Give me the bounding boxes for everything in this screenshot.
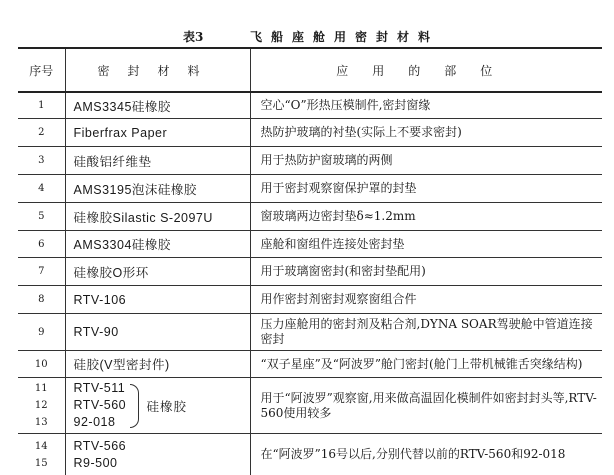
header-application: 应用的部位 xyxy=(250,48,602,92)
table-row xyxy=(18,314,602,351)
table-row-group xyxy=(18,434,602,475)
row-application: 窗玻璃两边密封垫δ≈1.2mm xyxy=(250,203,602,231)
row-application: 用于玻璃窗密封(和密封垫配用) xyxy=(250,258,602,286)
table-caption xyxy=(0,28,614,44)
row-num: 9 xyxy=(18,314,65,351)
row-application: 用作密封剂密封观察窗组合件 xyxy=(250,286,602,314)
header-material: 密封材料 xyxy=(65,48,250,92)
row-num: 1 xyxy=(18,92,65,119)
group-label: 硅橡胶 xyxy=(147,397,188,415)
row-application: 在“阿波罗”16号以后,分别代替以前的RTV-560和92-018 xyxy=(250,434,602,475)
table-row xyxy=(18,231,602,258)
row-application: “双子星座”及“阿波罗”舱门密封(舱门上带机械锥舌突缘结构) xyxy=(250,351,602,378)
brace-bracket xyxy=(130,384,139,428)
table-title: 飞船座舱用密封材料 xyxy=(250,28,439,45)
row-material: 硅橡胶Silastic S-2097U xyxy=(65,203,250,231)
row-application: 压力座舱用的密封剂及粘合剂,DYNA SOAR驾驶舱中管道连接密封 xyxy=(250,314,602,351)
table-number: 表3 xyxy=(183,28,203,45)
table-row xyxy=(18,203,602,231)
row-application: 用于“阿波罗”观察窗,用来做高温固化模制件如密封封头等,RTV-560使用较多 xyxy=(250,378,602,434)
row-num: 13 xyxy=(18,414,65,431)
table-row-group xyxy=(18,378,602,434)
row-application: 用于密封观察窗保护罩的封垫 xyxy=(250,175,602,203)
table-row xyxy=(18,147,602,175)
row-num: 15 xyxy=(18,455,65,472)
row-num: 10 xyxy=(18,351,65,378)
row-num: 8 xyxy=(18,286,65,314)
row-material: AMS3304硅橡胶 xyxy=(65,231,250,258)
row-num: 11 xyxy=(18,380,65,397)
row-num: 12 xyxy=(18,397,65,414)
row-num: 6 xyxy=(18,231,65,258)
sealing-materials-table xyxy=(18,47,602,475)
row-material: 硅酸铝纤维垫 xyxy=(65,147,250,175)
row-material: R9-500 xyxy=(74,455,250,472)
row-material: 92-018 xyxy=(74,414,130,431)
header-row xyxy=(18,48,602,92)
table-row xyxy=(18,175,602,203)
row-num: 5 xyxy=(18,203,65,231)
row-num: 4 xyxy=(18,175,65,203)
row-material: Fiberfrax Paper xyxy=(65,119,250,147)
group-materials xyxy=(65,434,250,475)
table-row xyxy=(18,286,602,314)
row-material: RTV-90 xyxy=(65,314,250,351)
row-material: RTV-560 xyxy=(74,397,130,414)
row-application: 用于热防护窗玻璃的两侧 xyxy=(250,147,602,175)
row-material: RTV-566 xyxy=(74,438,250,455)
row-num: 7 xyxy=(18,258,65,286)
table-row xyxy=(18,92,602,119)
group-materials xyxy=(65,378,250,434)
row-material: 硅橡胶O形环 xyxy=(65,258,250,286)
row-num: 2 xyxy=(18,119,65,147)
group-nums xyxy=(18,378,65,434)
row-application: 空心“O”形热压模制件,密封窗缘 xyxy=(250,92,602,119)
table-row xyxy=(18,351,602,378)
table-row xyxy=(18,119,602,147)
row-material: RTV-511 xyxy=(74,380,130,397)
row-material: AMS3345硅橡胶 xyxy=(65,92,250,119)
row-application: 热防护玻璃的衬垫(实际上不要求密封) xyxy=(250,119,602,147)
row-material: 硅胶(V型密封件) xyxy=(65,351,250,378)
row-num: 14 xyxy=(18,438,65,455)
header-num: 序号 xyxy=(18,48,65,92)
row-material: AMS3195泡沫硅橡胶 xyxy=(65,175,250,203)
table-row xyxy=(18,258,602,286)
row-application: 座舱和窗组件连接处密封垫 xyxy=(250,231,602,258)
row-num: 3 xyxy=(18,147,65,175)
group-nums xyxy=(18,434,65,475)
row-material: RTV-106 xyxy=(65,286,250,314)
